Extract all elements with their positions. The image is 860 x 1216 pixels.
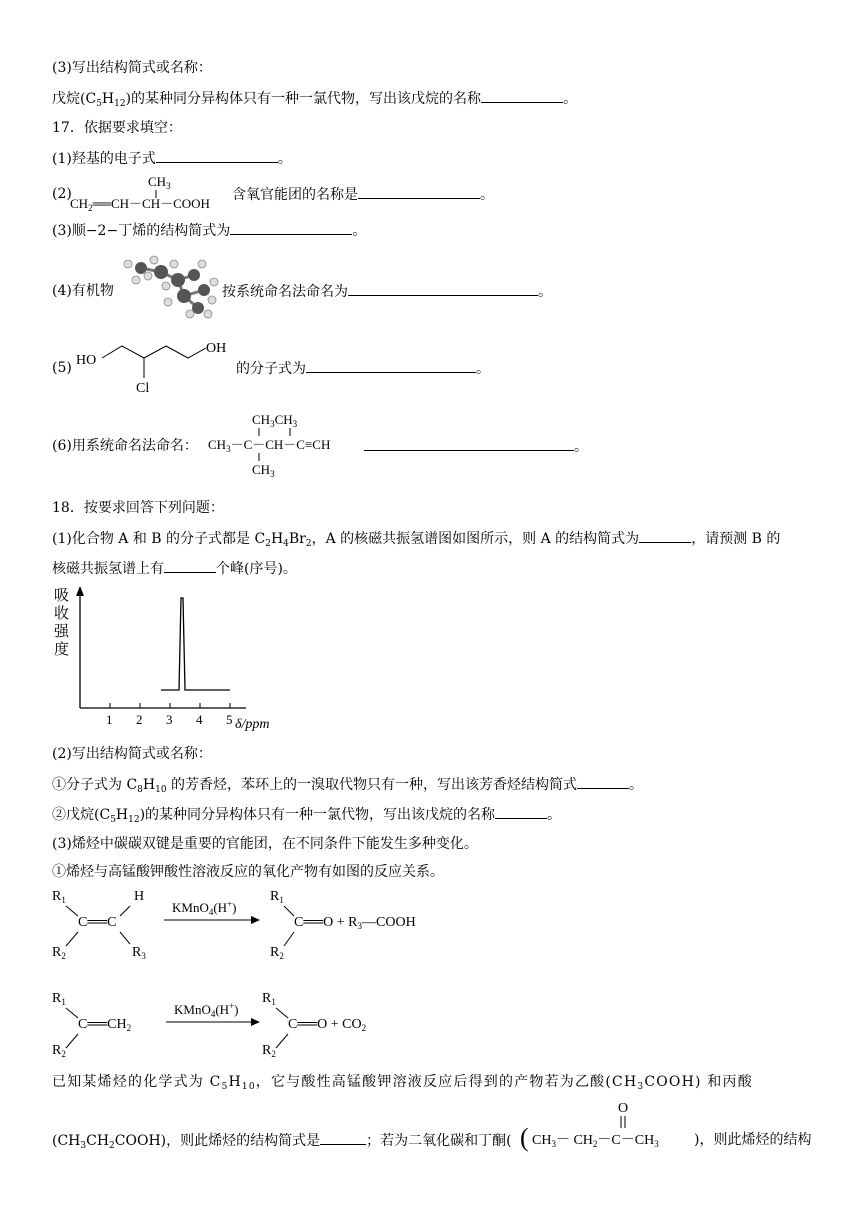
q18-3b: 已知某烯烃的化学式为 $C_5H_{10}$，它与酸性高锰酸钾溶液反应后得到的产物若为乙酸$(CH_3COOH)$ 和丙酸 [52, 1074, 753, 1092]
svg-text:R3: $R_3$ [132, 945, 146, 961]
q17-6: (6)用系统命名法命名： [52, 438, 198, 454]
q17-6-text: 。 [364, 436, 588, 457]
answer-blank[interactable] [358, 184, 480, 199]
methacrylic-acid-structure [66, 170, 231, 214]
answer-blank[interactable] [320, 1130, 366, 1145]
svg-text:R1: $R_1$ [270, 889, 284, 905]
nmr-peak [161, 598, 230, 690]
svg-text:CH3: $CH_3$ [148, 174, 171, 191]
q18-1: (1)化合物 A 和 B 的分子式都是 $C_2H_4Br_2$，A 的核磁共振氢谱图如图所示，则 A 的结构简式为 ，请预测 B 的 [52, 528, 780, 549]
nmr-ylabel-3: 强 [54, 624, 70, 640]
q17-4-text: 按系统命名法命名为 。 [222, 281, 552, 302]
chlorobutanediol-structure [74, 334, 239, 400]
answer-blank[interactable] [348, 281, 538, 296]
q17-2-text: 含氧官能团的名称是 。 [232, 184, 494, 205]
svg-text:R2: $R_2$ [52, 1043, 66, 1059]
svg-text:C══O + CO2: C══O + $CO_2$ [288, 1017, 367, 1033]
nmr-tick-label: 1 [106, 712, 113, 727]
svg-text:CH3CH3: $CH_3CH_3$ [252, 412, 298, 429]
nmr-tick-label: 2 [136, 712, 143, 727]
q18-3: (3)烯烃中碳碳双键是重要的官能团，在不同条件下能发生多种变化。 [52, 836, 478, 852]
nmr-spectrum [52, 582, 292, 732]
svg-text:HO: HO [76, 353, 97, 368]
svg-text:R2: $R_2$ [52, 945, 66, 961]
svg-text:R1: $R_1$ [52, 991, 66, 1007]
nmr-tick-label: 3 [166, 712, 173, 727]
svg-text:R1: $R_1$ [262, 991, 276, 1007]
answer-blank[interactable] [306, 358, 476, 373]
svg-text:C══O + R3—COOH: C══O + $R_3—COOH$ [294, 915, 416, 931]
q17-3: (3)顺−2−丁烯的结构简式为 。 [52, 220, 366, 241]
answer-blank[interactable] [639, 528, 691, 543]
reaction-scheme-2 [46, 986, 406, 1060]
svg-text:CH3－ CH2－C－CH3: $CH_3- CH_2-C-CH_3$ [532, 1133, 659, 1149]
svg-text:R1: $R_1$ [52, 889, 66, 905]
q18-1-cont: 核磁共振氢谱上有 个峰(序号)。 [52, 558, 297, 579]
q18-3c-end: )，则此烯烃的结构 [694, 1132, 812, 1148]
q18-2b: ②戊烷$(C_5H_{12})$的某种同分异构体只有一种一氯代物，写出该戊烷的名称 。 [52, 804, 561, 825]
part3-heading: (3)写出结构简式或名称： [52, 60, 212, 76]
q17-5-text: 的分子式为 。 [236, 358, 490, 379]
svg-text:C══CH2: $C══CH_2$ [78, 1017, 132, 1033]
q18-3c: $(CH_3CH_2COOH)$，则此烯烃的结构简式是 ；若为二氧化碳和丁酮( [52, 1130, 512, 1151]
nmr-xlabel: δ/ppm [235, 717, 270, 732]
svg-text:C══C: C══C [78, 915, 117, 930]
answer-blank[interactable] [577, 774, 629, 789]
q17-5: (5) [52, 360, 72, 376]
svg-text:CH3－C－CH－C≡CH: $CH_3-C-CH-C\equiv CH$ [208, 437, 331, 454]
svg-text:CH3: $CH_3$ [252, 462, 275, 478]
q18-3a: ①烯烃与高锰酸钾酸性溶液反应的氧化产物有如图的反应关系。 [52, 864, 444, 880]
pentane-question: 戊烷$(C_5H_{12})$的某种同分异构体只有一种一氯代物，写出该戊烷的名称 。 [52, 88, 577, 109]
alkyne-structure [206, 408, 366, 478]
answer-blank[interactable] [495, 804, 547, 819]
svg-text:OH: OH [206, 341, 227, 356]
q17-1: (1)羟基的电子式 。 [52, 148, 292, 169]
question-17-heading: 17．依据要求填空： [52, 120, 182, 136]
nmr-ylabel-2: 收 [54, 606, 70, 622]
question-18-heading: 18．按要求回答下列问题： [52, 500, 224, 516]
q17-4: (4)有机物 [52, 283, 114, 299]
ball-and-stick-model [116, 250, 226, 320]
q18-2a: ①分子式为 $C_8H_{10}$ 的芳香烃，苯环上的一溴取代物只有一种，写出该芳香烃结构简式 。 [52, 774, 643, 795]
answer-blank[interactable] [164, 558, 216, 573]
svg-text:CH2══CH－CH－COOH: $CH_2══CH-CH-COOH$ [70, 196, 210, 213]
svg-text:(: ( [520, 1123, 529, 1152]
answer-blank[interactable] [364, 436, 574, 451]
svg-text:O: O [618, 1101, 629, 1116]
answer-blank[interactable] [481, 88, 563, 103]
svg-text:Cl: Cl [136, 381, 150, 396]
nmr-y-arrow [76, 586, 84, 596]
answer-blank[interactable] [156, 148, 278, 163]
nmr-ylabel-1: 吸 [54, 588, 70, 604]
svg-text:H: H [134, 889, 145, 904]
butanone-structure [520, 1096, 698, 1156]
answer-blank[interactable] [230, 220, 352, 235]
q17-2: (2) [52, 186, 72, 202]
svg-text:R2: $R_2$ [262, 1043, 276, 1059]
nmr-ylabel-4: 度 [54, 642, 70, 658]
reagent-label-1: KMnO$_4$(H+) [172, 899, 237, 917]
nmr-tick-label: 4 [196, 712, 203, 727]
nmr-tick-label: 5 [226, 712, 233, 727]
reagent-label-2: KMnO$_4$(H+) [174, 1001, 239, 1019]
reaction-scheme-1 [46, 884, 456, 964]
svg-text:R2: $R_2$ [270, 945, 284, 961]
q18-2: (2)写出结构简式或名称： [52, 746, 212, 762]
